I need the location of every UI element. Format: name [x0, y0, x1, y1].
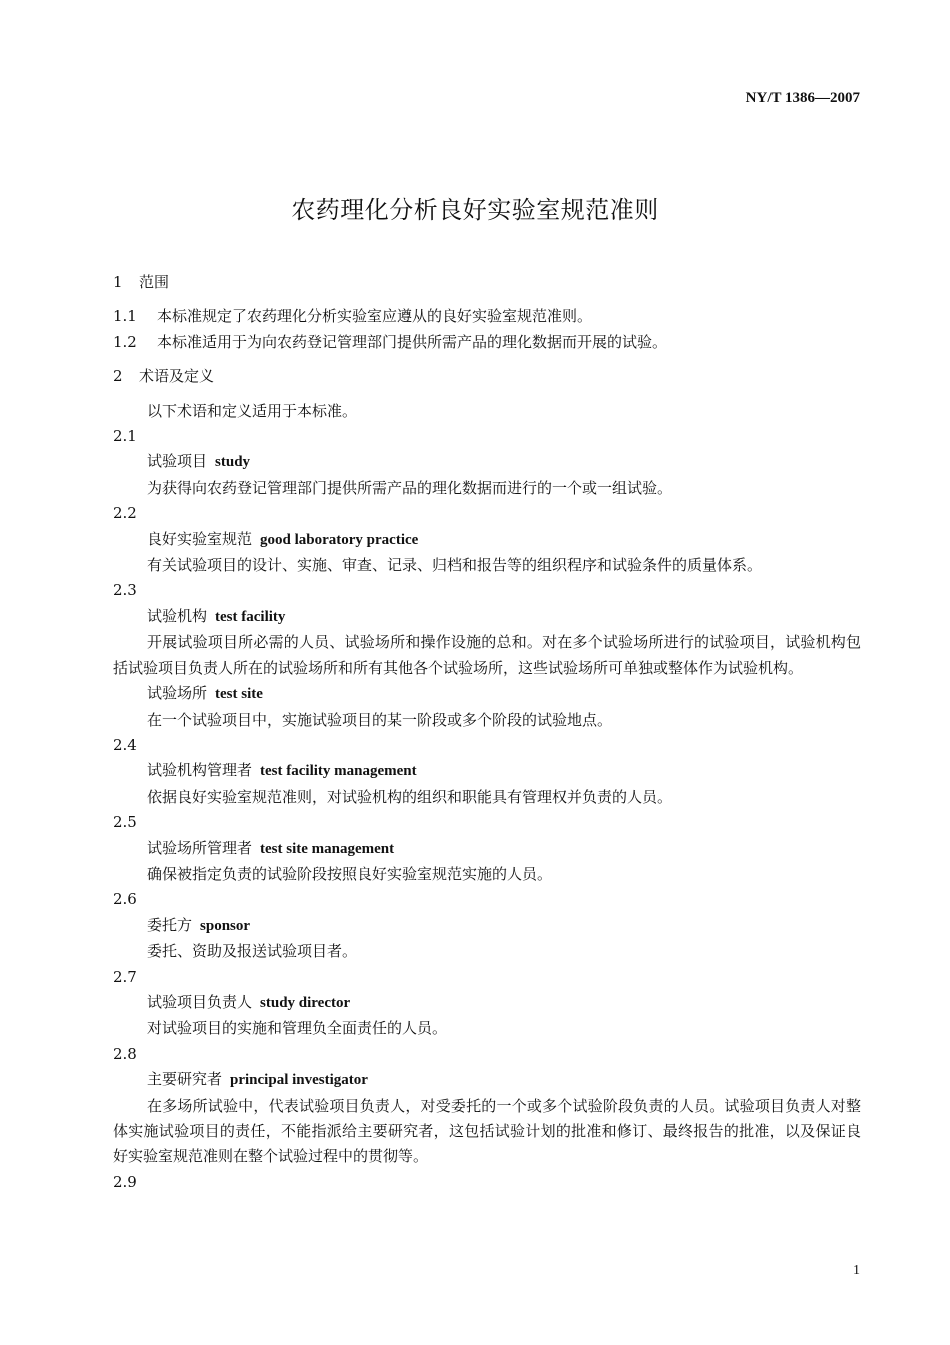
term-cn: 试验机构 — [147, 606, 208, 625]
term-cn: 主要研究者 — [147, 1070, 223, 1089]
clause-1-2 — [113, 330, 861, 355]
term-cn: 试验场所 — [147, 684, 208, 703]
clause-text: 本标准适用于为向农药登记管理部门提供所需产品的理化数据而开展的试验。 — [157, 332, 668, 351]
page-number: 1 — [853, 1263, 860, 1278]
term-cn: 委托方 — [147, 915, 193, 934]
term-title — [113, 527, 861, 553]
term-title — [113, 758, 861, 784]
term-cn: 试验项目 — [147, 452, 208, 471]
term-title — [113, 990, 861, 1016]
clause-1-1 — [113, 304, 861, 329]
term-title — [113, 681, 861, 707]
term-definition: 委托、资助及报送试验项目者。 — [147, 942, 358, 961]
term-title — [113, 449, 861, 475]
term-definition: 在一个试验项目中，实施试验项目的某一阶段或多个阶段的试验地点。 — [147, 710, 613, 729]
term-title — [113, 913, 861, 939]
term-definition: 开展试验项目所必需的人员、试验场所和操作设施的总和。对在多个试验场所进行的试验项目，试验机构包括试验项目负责人所在的试验场所和所有其他各个试验场所，这些试验场所可单独或整体作为试验机构。 — [113, 633, 861, 677]
term-en: good laboratory practice — [260, 531, 419, 548]
term-number: 2.2 — [113, 504, 137, 523]
document-body — [113, 270, 861, 1195]
section-number: 2 — [113, 367, 123, 386]
term-en: test site management — [260, 840, 395, 857]
term-en: study director — [260, 994, 351, 1011]
term-number: 2.5 — [113, 813, 137, 832]
term-number: 2.3 — [113, 581, 137, 600]
section-number: 1 — [113, 273, 123, 291]
term-title — [113, 836, 861, 862]
term-cn: 试验机构管理者 — [147, 761, 253, 780]
section-heading-terms — [113, 364, 861, 389]
term-number: 2.6 — [113, 890, 137, 909]
term-number: 2.9 — [113, 1172, 137, 1191]
term-en: test facility — [215, 608, 286, 625]
term-cn: 良好实验室规范 — [147, 529, 253, 548]
term-number: 2.8 — [113, 1044, 137, 1063]
term-title — [113, 604, 861, 630]
clause-number: 1.2 — [113, 332, 137, 351]
term-en: test site — [215, 686, 263, 703]
term-cn: 试验项目负责人 — [147, 992, 253, 1011]
term-cn: 试验场所管理者 — [147, 838, 253, 857]
term-en: test facility management — [260, 763, 417, 780]
term-en: principal investigator — [230, 1072, 368, 1089]
section-heading-scope — [113, 270, 861, 295]
term-definition: 为获得向农药登记管理部门提供所需产品的理化数据而进行的一个或一组试验。 — [147, 478, 673, 497]
section-intro: 以下术语和定义适用于本标准。 — [147, 401, 358, 420]
term-definition: 确保被指定负责的试验阶段按照良好实验室规范实施的人员。 — [147, 864, 553, 883]
term-title — [113, 1067, 861, 1093]
section-title: 范围 — [139, 273, 170, 291]
term-en: sponsor — [200, 917, 251, 934]
term-number: 2.7 — [113, 967, 137, 986]
term-definition: 在多场所试验中，代表试验项目负责人，对受委托的一个或多个试验阶段负责的人员。试验项目负责人对整体实施试验项目的责任，不能指派给主要研究者，这包括试验计划的批准和修订、最终报告的批准，以及保证良好实验室规范准则在整个试验过程中的贯彻等。 — [113, 1096, 861, 1166]
term-definition: 有关试验项目的设计、实施、审查、记录、归档和报告等的组织程序和试验条件的质量体系。 — [147, 556, 763, 575]
term-en: study — [215, 454, 251, 471]
term-number: 2.4 — [113, 735, 137, 754]
term-number: 2.1 — [113, 427, 137, 446]
clause-text: 本标准规定了农药理化分析实验室应遵从的良好实验室规范准则。 — [157, 307, 593, 326]
document-title: 农药理化分析良好实验室规范准则 — [291, 196, 659, 224]
term-definition: 对试验项目的实施和管理负全面责任的人员。 — [147, 1019, 448, 1038]
standard-code: NY/T 1386—2007 — [745, 90, 860, 106]
clause-number: 1.1 — [113, 307, 137, 326]
term-definition: 依据良好实验室规范准则，对试验机构的组织和职能具有管理权并负责的人员。 — [147, 787, 673, 806]
section-title: 术语及定义 — [139, 367, 215, 386]
